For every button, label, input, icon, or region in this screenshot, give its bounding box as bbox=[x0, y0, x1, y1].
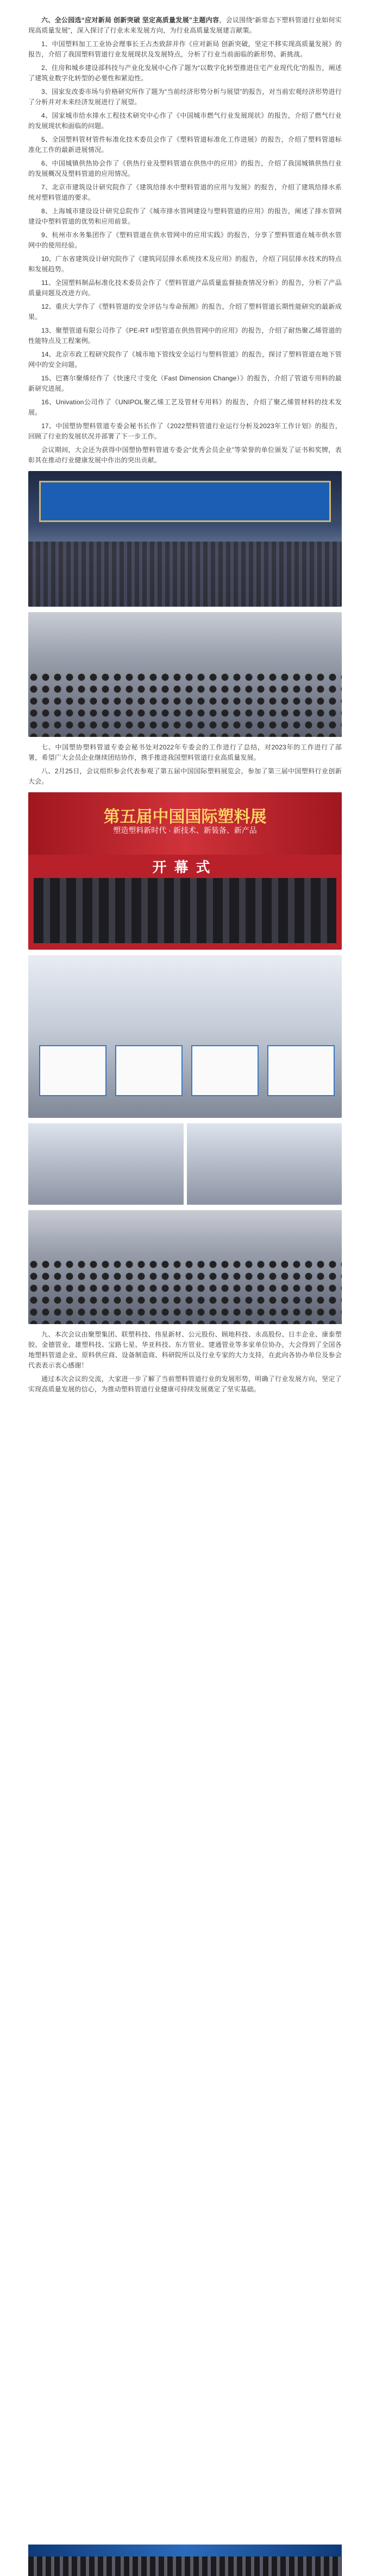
banner-title: 第五届中国国际塑料展 bbox=[103, 808, 267, 826]
expo-booth bbox=[39, 1045, 106, 1096]
audience-heads bbox=[28, 672, 342, 737]
paragraph-15: 15、巴赛尔聚烯烃作了《快速尺寸变化（Fast Dimension Change）》的报告，介绍了管道专用料的最新研究进展。 bbox=[28, 374, 342, 392]
group-photo-strip bbox=[28, 2545, 342, 2576]
conference-audience bbox=[28, 1259, 342, 1324]
banner-subtitle: 塑造塑料新时代 · 新技术、新装备、新产品 bbox=[113, 826, 257, 835]
paragraph-16: 16、Univation公司作了《UNIPOL聚乙烯工艺及管材专用料》的报告，介绍了聚乙烯管材料的技术发展。 bbox=[28, 398, 342, 416]
closing-paragraph: 通过本次会议的交流，大家进一步了解了当前塑料管道行业的发展形势，明确了行业发展方向，坚定了实现高质量发展的信心，为推动塑料管道行业健康可持续发展奠定了坚实基础。 bbox=[28, 1375, 342, 1393]
paragraph-awards: 会议期间，大会还为获得中国塑协塑料管道专委会“优秀会员企业”等荣誉的单位颁发了证书和奖牌，表彰其在推动行业健康发展中作出的突出贡献。 bbox=[28, 446, 342, 464]
expo-booth bbox=[267, 1045, 335, 1096]
paragraph-9: 9、杭州市水务集团作了《塑料管道在供水管网中的应用实践》的报告，分享了塑料管道在城市供水管网中的使用经验。 bbox=[28, 231, 342, 249]
expo-hall-photo bbox=[28, 955, 342, 1118]
paragraph-2: 2、住房和城乡建设部科技与产业化发展中心作了题为“以数字化转型推进住宅产业现代化”的报告，阐述了建筑业数字化转型的必要性和紧迫性。 bbox=[28, 64, 342, 82]
section-eight: 八、2月25日，会议组织参会代表参观了第五届中国国际塑料展览会，参加了第三届中国塑料行业创新大会。 bbox=[28, 767, 342, 785]
conference-hall-photo bbox=[28, 471, 342, 607]
opening-guests bbox=[34, 878, 336, 943]
paragraph-13: 13、聚塑管道有限公司作了《PE-RT II型管道在供热管网中的应用》的报告，介绍了耐热聚乙烯管道的性能特点及工程案例。 bbox=[28, 327, 342, 345]
section-nine: 九、本次会议由聚塑集团、联塑科技、伟星新材、公元股份、顾地科技、永高股份、日丰企业、康泰塑胶、金德管业、雄塑科技、宝路七星、华亚科技、东方管业、建通管业等多家单位协办，大会得到了全国各地塑料管道企业、原料供应商、设备制造商、科研院所以及行业专家的大力支持，在此向各协办单位及参会代表表示衷心感谢！ bbox=[28, 1331, 342, 1369]
paragraph-7: 7、北京市建筑设计研究院作了《建筑给排水中塑料管道的应用与发展》的报告，介绍了建筑给排水系统对塑料管道的要求。 bbox=[28, 183, 342, 201]
paragraph-12: 12、重庆大学作了《塑料管道的安全评估与寿命预测》的报告，介绍了塑料管道长期性能研究的最新成果。 bbox=[28, 303, 342, 321]
section-seven: 七、中国塑协塑料管道专委会秘书处对2022年专委会的工作进行了总结，对2023年的工作进行了部署，希望广大会员企业继续团结协作，携手推进我国塑料管道行业高质量发展。 bbox=[28, 743, 342, 761]
paragraph-3: 3、国家发改委市场与价格研究所作了题为“当前经济形势分析与展望”的报告，对当前宏观经济形势进行了分析并对未来经济发展进行了展望。 bbox=[28, 88, 342, 106]
audience-seats bbox=[28, 542, 342, 607]
paragraph-14: 14、北京市政工程研究院作了《城市地下管线安全运行与塑料管道》的报告，探讨了塑料管道在地下管网中的安全问题。 bbox=[28, 351, 342, 368]
expo-booth bbox=[191, 1045, 259, 1096]
paragraph-8: 8、上海城市建设设计研究总院作了《城市排水管网建设与塑料管道的应用》的报告，阐述了排水管网建设中塑料管道的优势和应用前景。 bbox=[28, 207, 342, 225]
section-six-text: ，会议围绕“新常态下塑料管道行业如何实现高质量发展”，深入探讨了行业未来发展方向，为行业高质量发展建言献策。 bbox=[28, 16, 342, 34]
section-six bbox=[28, 15, 342, 36]
section-six-heading: 六、全公园选“应对新局 创新突破 坚定高质量发展”主题内容 bbox=[41, 16, 220, 24]
expo-booth bbox=[115, 1045, 183, 1096]
group-photo-people bbox=[28, 2556, 342, 2576]
paragraph-4: 4、国家城市给水排水工程技术研究中心作了《中国城市燃气行业发展现状》的报告，介绍了燃气行业的发展现状和面临的问题。 bbox=[28, 112, 342, 130]
expo-opening-banner-photo bbox=[28, 792, 342, 950]
expo-exhibits-photo bbox=[187, 1123, 342, 1205]
audience-photo bbox=[28, 612, 342, 737]
expo-photo-pair bbox=[28, 1123, 342, 1205]
paragraph-5: 5、全国塑料管材管件标准化技术委员会作了《塑料管道标准化工作进展》的报告，介绍了塑料管道标准化工作的最新进展情况。 bbox=[28, 136, 342, 154]
innovation-conference-photo bbox=[28, 1210, 342, 1324]
paragraph-17: 17、中国塑协塑料管道专委会秘书长作了《2022塑料管道行业运行分析及2023年工作计划》的报告，回顾了行业的发展状况并部署了下一步工作。 bbox=[28, 422, 342, 440]
paragraph-11: 11、全国塑料制品标准化技术委员会作了《塑料管道产品质量监督抽查情况分析》的报告，分析了产品质量问题及改进方向。 bbox=[28, 279, 342, 297]
banner-opening-text: 开幕式 bbox=[152, 859, 218, 875]
expo-visitors-photo bbox=[28, 1123, 184, 1205]
paragraph-1: 1、中国塑料加工工业协会理事长王占杰致辞并作《应对新局 创新突破，坚定不移实现高质量发展》的报告，介绍了我国塑料管道行业发展现状及发展特点，分析了行业当前面临的新形势、新挑战。 bbox=[28, 40, 342, 58]
stage-screen bbox=[39, 481, 331, 522]
paragraph-6: 6、中国城镇供热协会作了《供热行业及塑料管道在供热中的应用》的报告，介绍了我国城镇供热行业的发展概况及塑料管道的应用情况。 bbox=[28, 160, 342, 177]
paragraph-10: 10、广东省建筑设计研究院作了《建筑同层排水系统技术及应用》的报告，介绍了同层排水技术的特点和发展趋势。 bbox=[28, 255, 342, 273]
